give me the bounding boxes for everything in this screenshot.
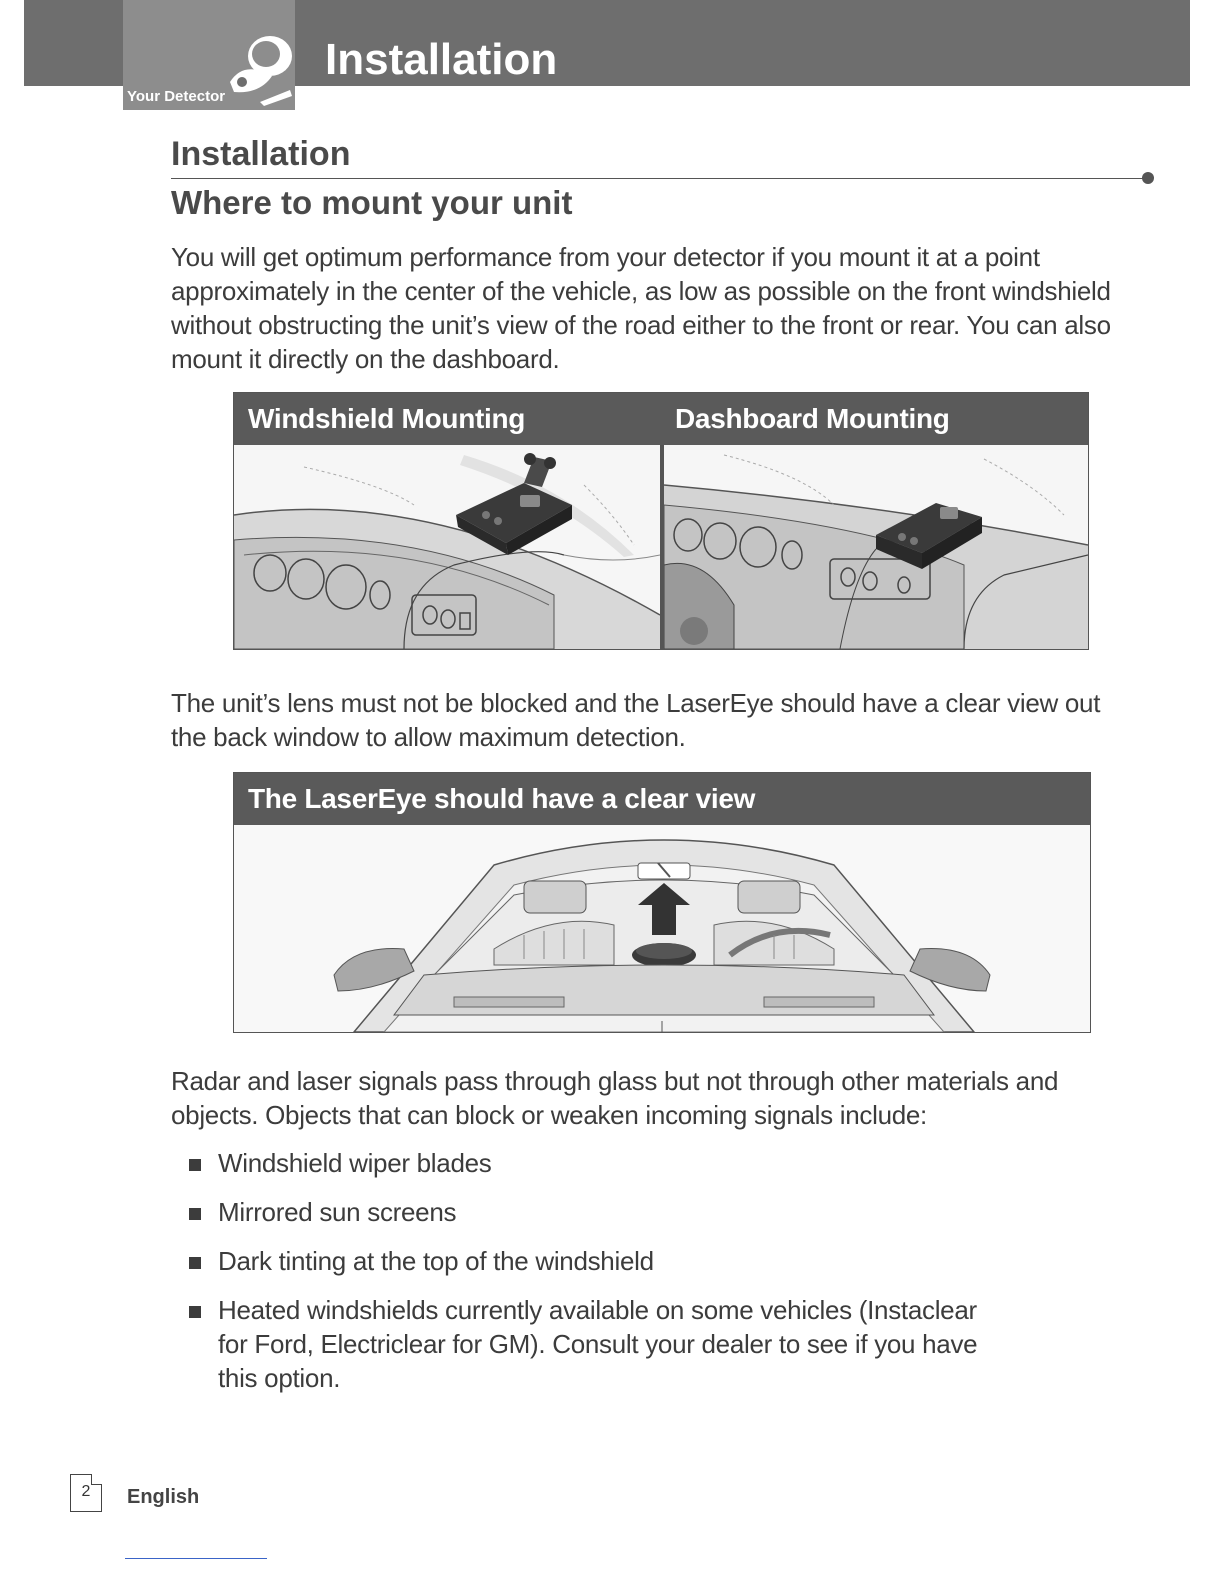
bullet-icon xyxy=(189,1257,201,1269)
list-item xyxy=(186,1293,986,1395)
signals-paragraph: Radar and laser signals pass through glass but not through other materials and objects. Objects that can block or weaken incoming signals include: xyxy=(171,1066,1059,1130)
lasereye-illustration xyxy=(234,825,1090,1032)
bottom-rule xyxy=(125,1558,267,1559)
list-item-text: Dark tinting at the top of the windshield xyxy=(218,1246,654,1276)
lens-paragraph: The unit’s lens must not be blocked and the LaserEye should have a clear view out the back window to allow maximum detection. xyxy=(171,688,1101,752)
detector-head-icon xyxy=(220,20,300,110)
list-item xyxy=(186,1244,986,1278)
page-number: 2 xyxy=(81,1483,91,1500)
bullet-icon xyxy=(189,1306,201,1318)
page-number-box xyxy=(70,1474,102,1512)
list-item-text: Windshield wiper blades xyxy=(218,1148,492,1178)
blocking-objects-list xyxy=(186,1146,986,1410)
bullet-icon xyxy=(189,1208,201,1220)
mounting-figure xyxy=(233,392,1089,650)
list-item-text: Heated windshields currently available on some vehicles (Instaclear for Ford, Electriclear for GM). Consult your dealer to see if you have this option. xyxy=(218,1295,978,1393)
list-item-text: Mirrored sun screens xyxy=(218,1197,457,1227)
section-rule xyxy=(171,178,1147,179)
page-language: English xyxy=(127,1486,200,1508)
subsection-title: Where to mount your unit xyxy=(171,184,573,221)
section-rule-dot xyxy=(1142,172,1154,184)
mount-paragraph: You will get optimum performance from your detector if you mount it at a point approximately in the center of the vehicle, as low as possible on the front windshield without obstructing the unit’s view of the road either to the front or rear. You can also mount it directly on the dashboard. xyxy=(171,242,1111,374)
windshield-mounting-illustration xyxy=(234,445,660,649)
header-tab-label: Your Detector xyxy=(127,88,226,105)
lasereye-label: The LaserEye should have a clear view xyxy=(234,773,1090,825)
dashboard-mounting-label: Dashboard Mounting xyxy=(661,393,1088,445)
list-item xyxy=(186,1146,986,1180)
list-item xyxy=(186,1195,986,1229)
dashboard-mounting-illustration xyxy=(664,445,1088,649)
bullet-icon xyxy=(189,1159,201,1171)
windshield-mounting-label: Windshield Mounting xyxy=(234,393,661,445)
header-title: Installation xyxy=(325,35,558,84)
lasereye-figure xyxy=(233,772,1091,1033)
section-title: Installation xyxy=(171,135,351,173)
